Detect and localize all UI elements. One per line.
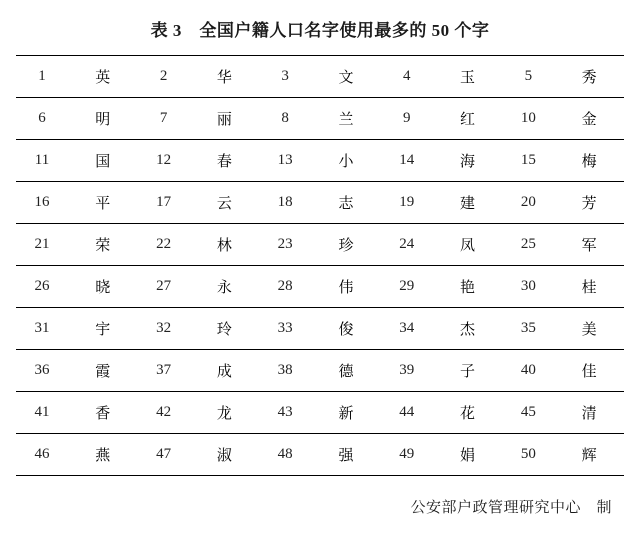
- rank-cell: 35: [502, 308, 554, 350]
- char-cell: 国: [68, 140, 138, 182]
- char-cell: 杰: [433, 308, 503, 350]
- char-cell: 志: [311, 182, 381, 224]
- rank-cell: 9: [381, 98, 433, 140]
- rank-cell: 32: [138, 308, 190, 350]
- rank-cell: 26: [16, 266, 68, 308]
- rank-cell: 22: [138, 224, 190, 266]
- char-cell: 伟: [311, 266, 381, 308]
- rank-cell: 21: [16, 224, 68, 266]
- rank-cell: 39: [381, 350, 433, 392]
- rank-cell: 38: [259, 350, 311, 392]
- char-cell: 俊: [311, 308, 381, 350]
- rank-cell: 33: [259, 308, 311, 350]
- rank-cell: 37: [138, 350, 190, 392]
- char-cell: 玉: [433, 56, 503, 98]
- page-title: 表 3 全国户籍人口名字使用最多的 50 个字: [150, 21, 490, 40]
- rank-cell: 49: [381, 434, 433, 476]
- rank-cell: 30: [502, 266, 554, 308]
- rank-cell: 42: [138, 392, 190, 434]
- char-cell: 佳: [554, 350, 624, 392]
- rank-cell: 5: [502, 56, 554, 98]
- rank-cell: 46: [16, 434, 68, 476]
- names-table-body: [16, 56, 624, 476]
- char-cell: 淑: [190, 434, 260, 476]
- rank-cell: 17: [138, 182, 190, 224]
- char-cell: 新: [311, 392, 381, 434]
- rank-cell: 12: [138, 140, 190, 182]
- char-cell: 子: [433, 350, 503, 392]
- char-cell: 云: [190, 182, 260, 224]
- char-cell: 霞: [68, 350, 138, 392]
- char-cell: 华: [190, 56, 260, 98]
- rank-cell: 40: [502, 350, 554, 392]
- char-cell: 建: [433, 182, 503, 224]
- char-cell: 香: [68, 392, 138, 434]
- table-row: [16, 434, 624, 476]
- rank-cell: 24: [381, 224, 433, 266]
- char-cell: 荣: [68, 224, 138, 266]
- table-row: [16, 140, 624, 182]
- rank-cell: 4: [381, 56, 433, 98]
- rank-cell: 23: [259, 224, 311, 266]
- char-cell: 辉: [554, 434, 624, 476]
- char-cell: 清: [554, 392, 624, 434]
- rank-cell: 1: [16, 56, 68, 98]
- rank-cell: 19: [381, 182, 433, 224]
- char-cell: 秀: [554, 56, 624, 98]
- table-row: [16, 224, 624, 266]
- rank-cell: 2: [138, 56, 190, 98]
- char-cell: 珍: [311, 224, 381, 266]
- table-row: [16, 266, 624, 308]
- table-row: [16, 98, 624, 140]
- rank-cell: 11: [16, 140, 68, 182]
- char-cell: 宇: [68, 308, 138, 350]
- source-credit: 公安部户政管理研究中心 制: [410, 500, 612, 516]
- char-cell: 梅: [554, 140, 624, 182]
- char-cell: 林: [190, 224, 260, 266]
- char-cell: 美: [554, 308, 624, 350]
- char-cell: 燕: [68, 434, 138, 476]
- rank-cell: 15: [502, 140, 554, 182]
- rank-cell: 13: [259, 140, 311, 182]
- rank-cell: 48: [259, 434, 311, 476]
- char-cell: 英: [68, 56, 138, 98]
- rank-cell: 16: [16, 182, 68, 224]
- rank-cell: 43: [259, 392, 311, 434]
- char-cell: 小: [311, 140, 381, 182]
- rank-cell: 45: [502, 392, 554, 434]
- char-cell: 海: [433, 140, 503, 182]
- rank-cell: 29: [381, 266, 433, 308]
- rank-cell: 14: [381, 140, 433, 182]
- rank-cell: 44: [381, 392, 433, 434]
- char-cell: 金: [554, 98, 624, 140]
- char-cell: 成: [190, 350, 260, 392]
- char-cell: 永: [190, 266, 260, 308]
- char-cell: 丽: [190, 98, 260, 140]
- char-cell: 凤: [433, 224, 503, 266]
- rank-cell: 18: [259, 182, 311, 224]
- table-row: [16, 308, 624, 350]
- char-cell: 明: [68, 98, 138, 140]
- rank-cell: 50: [502, 434, 554, 476]
- char-cell: 军: [554, 224, 624, 266]
- rank-cell: 47: [138, 434, 190, 476]
- char-cell: 玲: [190, 308, 260, 350]
- char-cell: 文: [311, 56, 381, 98]
- char-cell: 花: [433, 392, 503, 434]
- rank-cell: 28: [259, 266, 311, 308]
- rank-cell: 31: [16, 308, 68, 350]
- rank-cell: 10: [502, 98, 554, 140]
- rank-cell: 41: [16, 392, 68, 434]
- rank-cell: 6: [16, 98, 68, 140]
- names-table: [16, 55, 624, 476]
- char-cell: 春: [190, 140, 260, 182]
- char-cell: 晓: [68, 266, 138, 308]
- char-cell: 桂: [554, 266, 624, 308]
- rank-cell: 25: [502, 224, 554, 266]
- table-row: [16, 56, 624, 98]
- char-cell: 平: [68, 182, 138, 224]
- rank-cell: 20: [502, 182, 554, 224]
- char-cell: 艳: [433, 266, 503, 308]
- rank-cell: 27: [138, 266, 190, 308]
- rank-cell: 8: [259, 98, 311, 140]
- char-cell: 德: [311, 350, 381, 392]
- rank-cell: 3: [259, 56, 311, 98]
- char-cell: 兰: [311, 98, 381, 140]
- char-cell: 芳: [554, 182, 624, 224]
- rank-cell: 36: [16, 350, 68, 392]
- char-cell: 龙: [190, 392, 260, 434]
- char-cell: 强: [311, 434, 381, 476]
- rank-cell: 7: [138, 98, 190, 140]
- char-cell: 红: [433, 98, 503, 140]
- table-row: [16, 350, 624, 392]
- char-cell: 娟: [433, 434, 503, 476]
- table-row: [16, 182, 624, 224]
- rank-cell: 34: [381, 308, 433, 350]
- table-row: [16, 392, 624, 434]
